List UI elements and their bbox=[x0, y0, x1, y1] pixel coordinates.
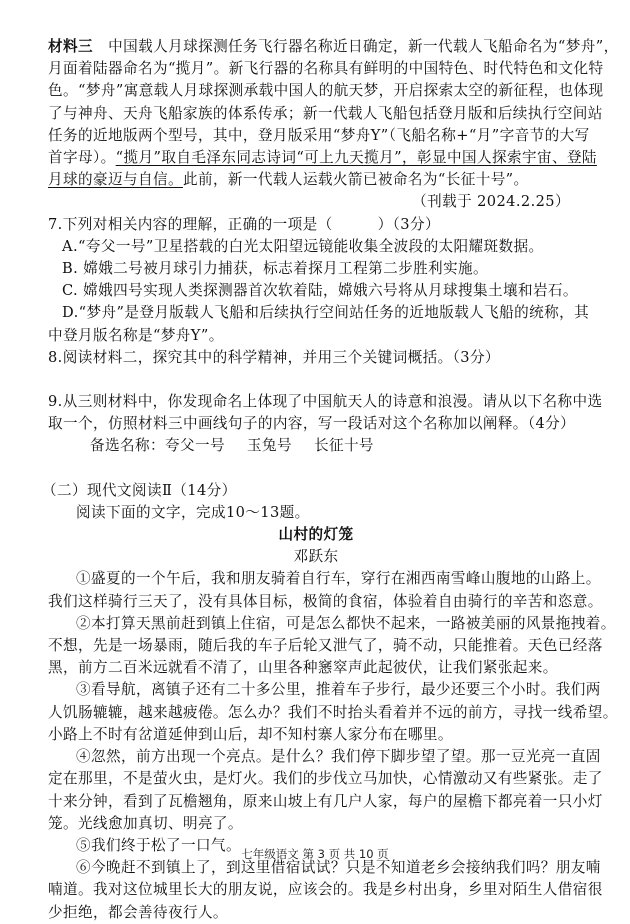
paragraph-line: ⑤我们终于松了一口气。 bbox=[76, 836, 241, 854]
material-three-line: 色。“梦舟”寓意载人月球探测承载中国人的航天梦，开启探索太空的新征程，也体现 bbox=[48, 82, 604, 100]
paragraph-line: 人饥肠辘辘，越来越疲倦。怎么办？我们不时抬头看着并不远的前方，寻找一线希望。 bbox=[48, 703, 618, 721]
paragraph-2 bbox=[48, 613, 616, 680]
material-three-line: 任务的近地版两个型号，其中，登月版采用“梦舟Y”（飞船名称+“月”字音节的大写 bbox=[48, 126, 590, 144]
answer-space bbox=[48, 458, 584, 480]
paragraph-line: 我们这样骑行三天了，没有具体目标，极简的食宿，体验着自由骑行的辛苦和恣意。 bbox=[48, 592, 603, 610]
paragraph-line: ①盛夏的一个午后，我和朋友骑着自行车，穿行在湘西南雪峰山腹地的山路上。 bbox=[76, 570, 601, 588]
paragraph-line: 定在那里，不是萤火虫，是灯火。我们的步伐立马加快，心情激动又有些紧张。走了 bbox=[48, 770, 603, 788]
paragraph-line: 黑，前方二百米远就看不清了，山里各种窸窣声此起彼伏，让我们紧张起来。 bbox=[48, 659, 558, 677]
material-three bbox=[48, 36, 619, 214]
candidates-label: 备选名称： bbox=[90, 437, 165, 455]
question-stem: 7.下列对相关内容的理解，正确的一项是（ ）（3分） bbox=[48, 215, 440, 233]
question-stem: 9.从三则材料中，你发现命名上体现了中国航天人的诗意和浪漫。请从以下名称中选 bbox=[48, 393, 603, 411]
option-d: D.“梦舟”是登月版载人飞船和后续执行空间站任务的近地版载人飞船的统称，其 bbox=[62, 304, 590, 322]
material-three-line: 了与神舟、天舟飞船家族的体系传承；新一代载人飞船包括登月版和后续执行空间站 bbox=[48, 104, 603, 122]
page-footer: 七年级语文 第 3 页 共 10 页 bbox=[241, 847, 389, 861]
paragraph-line: 小路上不时有岔道延伸到山后，却不知村寨人家分布在哪里。 bbox=[48, 725, 453, 743]
underlined-sentence: 月球的豪迈与自信。 bbox=[48, 171, 183, 189]
text-span: 此前，新一代载人运载火箭已被命名为“长征十号”。 bbox=[182, 171, 529, 189]
candidate-name: 长征十号 bbox=[313, 437, 374, 455]
candidate-names bbox=[48, 435, 584, 457]
section-heading: （二）现代文阅读Ⅱ（14分） bbox=[42, 481, 237, 499]
option-a: A.“夸父一号”卫星搭载的白光太阳望远镜能收集全波段的太阳耀斑数据。 bbox=[62, 237, 544, 255]
paragraph-line: ③看导航，离镇子还有二十多公里，推着车子步行，最少还要三个小时。我们两 bbox=[76, 681, 601, 699]
question-8 bbox=[48, 347, 584, 391]
underlined-sentence: “揽月”取自毛泽东同志诗词“可上九天揽月”，彰显中国人探索宇宙、登陆 bbox=[115, 149, 597, 167]
paragraph-1 bbox=[48, 568, 603, 612]
material-three-line: 月面着陆器命名为“揽月”。新飞行器的名称具有鲜明的中国特色、时代特色和文化特 bbox=[48, 60, 604, 78]
paragraph-line: ⑥今晚赶不到镇上了，到这里借宿试试？只是不知道老乡会接纳我们吗？朋友喃 bbox=[76, 859, 601, 877]
option-b: B. 嫦娥二号被月球引力捕获，标志着探月工程第二步胜利实施。 bbox=[62, 260, 489, 278]
material-three-line bbox=[48, 36, 619, 58]
section-instruction: 阅读下面的文字，完成10～13题。 bbox=[76, 503, 310, 521]
question-stem: 取一个，仿照材料三中画线句子的内容，写一段话对这个名称加以阐释。（4分） bbox=[48, 415, 576, 433]
paragraph-line: 喃道。我对这位城里长大的朋友说，应该会的。我是乡村出身，乡里对陌生人借宿很 bbox=[48, 881, 603, 899]
paragraph-line: 十来分钟，看到了瓦檐翘角，原来山坡上有几户人家，每户的屋檐下都亮着一只小灯 bbox=[48, 792, 603, 810]
paragraph-line: ②本打算天黑前赶到镇上住宿，可是怎么都快不起来，一路被美丽的风景拖拽着。 bbox=[76, 614, 616, 632]
essay-author: 邓跃东 bbox=[293, 548, 339, 566]
answer-space bbox=[48, 369, 584, 391]
paragraph-6 bbox=[48, 857, 603, 924]
question-7 bbox=[48, 214, 590, 347]
source-date: （刊载于 2024.2.25） bbox=[412, 193, 570, 211]
text-span: 首字母）。 bbox=[48, 149, 116, 167]
option-d-continued: 中登月版名称是“梦舟Y”。 bbox=[48, 326, 224, 344]
candidate-name: 夸父一号 bbox=[164, 437, 225, 455]
option-c: C. 嫦娥四号实现人类探测器首次软着陆，嫦娥六号将从月球搜集土壤和岩石。 bbox=[62, 282, 578, 300]
exam-page bbox=[42, 36, 619, 924]
paragraph-3 bbox=[48, 679, 618, 746]
candidate-name: 玉兔号 bbox=[246, 437, 292, 455]
paragraph-line: ④忽然，前方出现一个亮点。是什么？我们停下脚步望了望。那一豆光亮一直固 bbox=[76, 748, 601, 766]
paragraph-line: 笼。光线愈加真切、明亮了。 bbox=[48, 814, 243, 832]
paragraph-line: 少拒绝，都会善待夜行人。 bbox=[48, 903, 228, 921]
paragraph-line: 不想，先是一场暴雨，随后我的车子后轮又泄气了，骑不动，只能推着。天色已经落 bbox=[48, 637, 603, 655]
material-three-line bbox=[48, 169, 584, 191]
material-three-line bbox=[48, 147, 597, 169]
text-span: 中国载人月球探测任务飞行器名称近日确定，新一代载人飞船命名为“梦舟”， bbox=[108, 38, 619, 55]
essay-title: 山村的灯笼 bbox=[278, 526, 354, 544]
paragraph-4 bbox=[48, 746, 603, 835]
question-stem: 8.阅读材料二，探究其中的科学精神，并用三个关键词概括。（3分） bbox=[48, 348, 500, 366]
material-three-label: 材料三 bbox=[48, 38, 93, 55]
question-9 bbox=[48, 391, 603, 480]
